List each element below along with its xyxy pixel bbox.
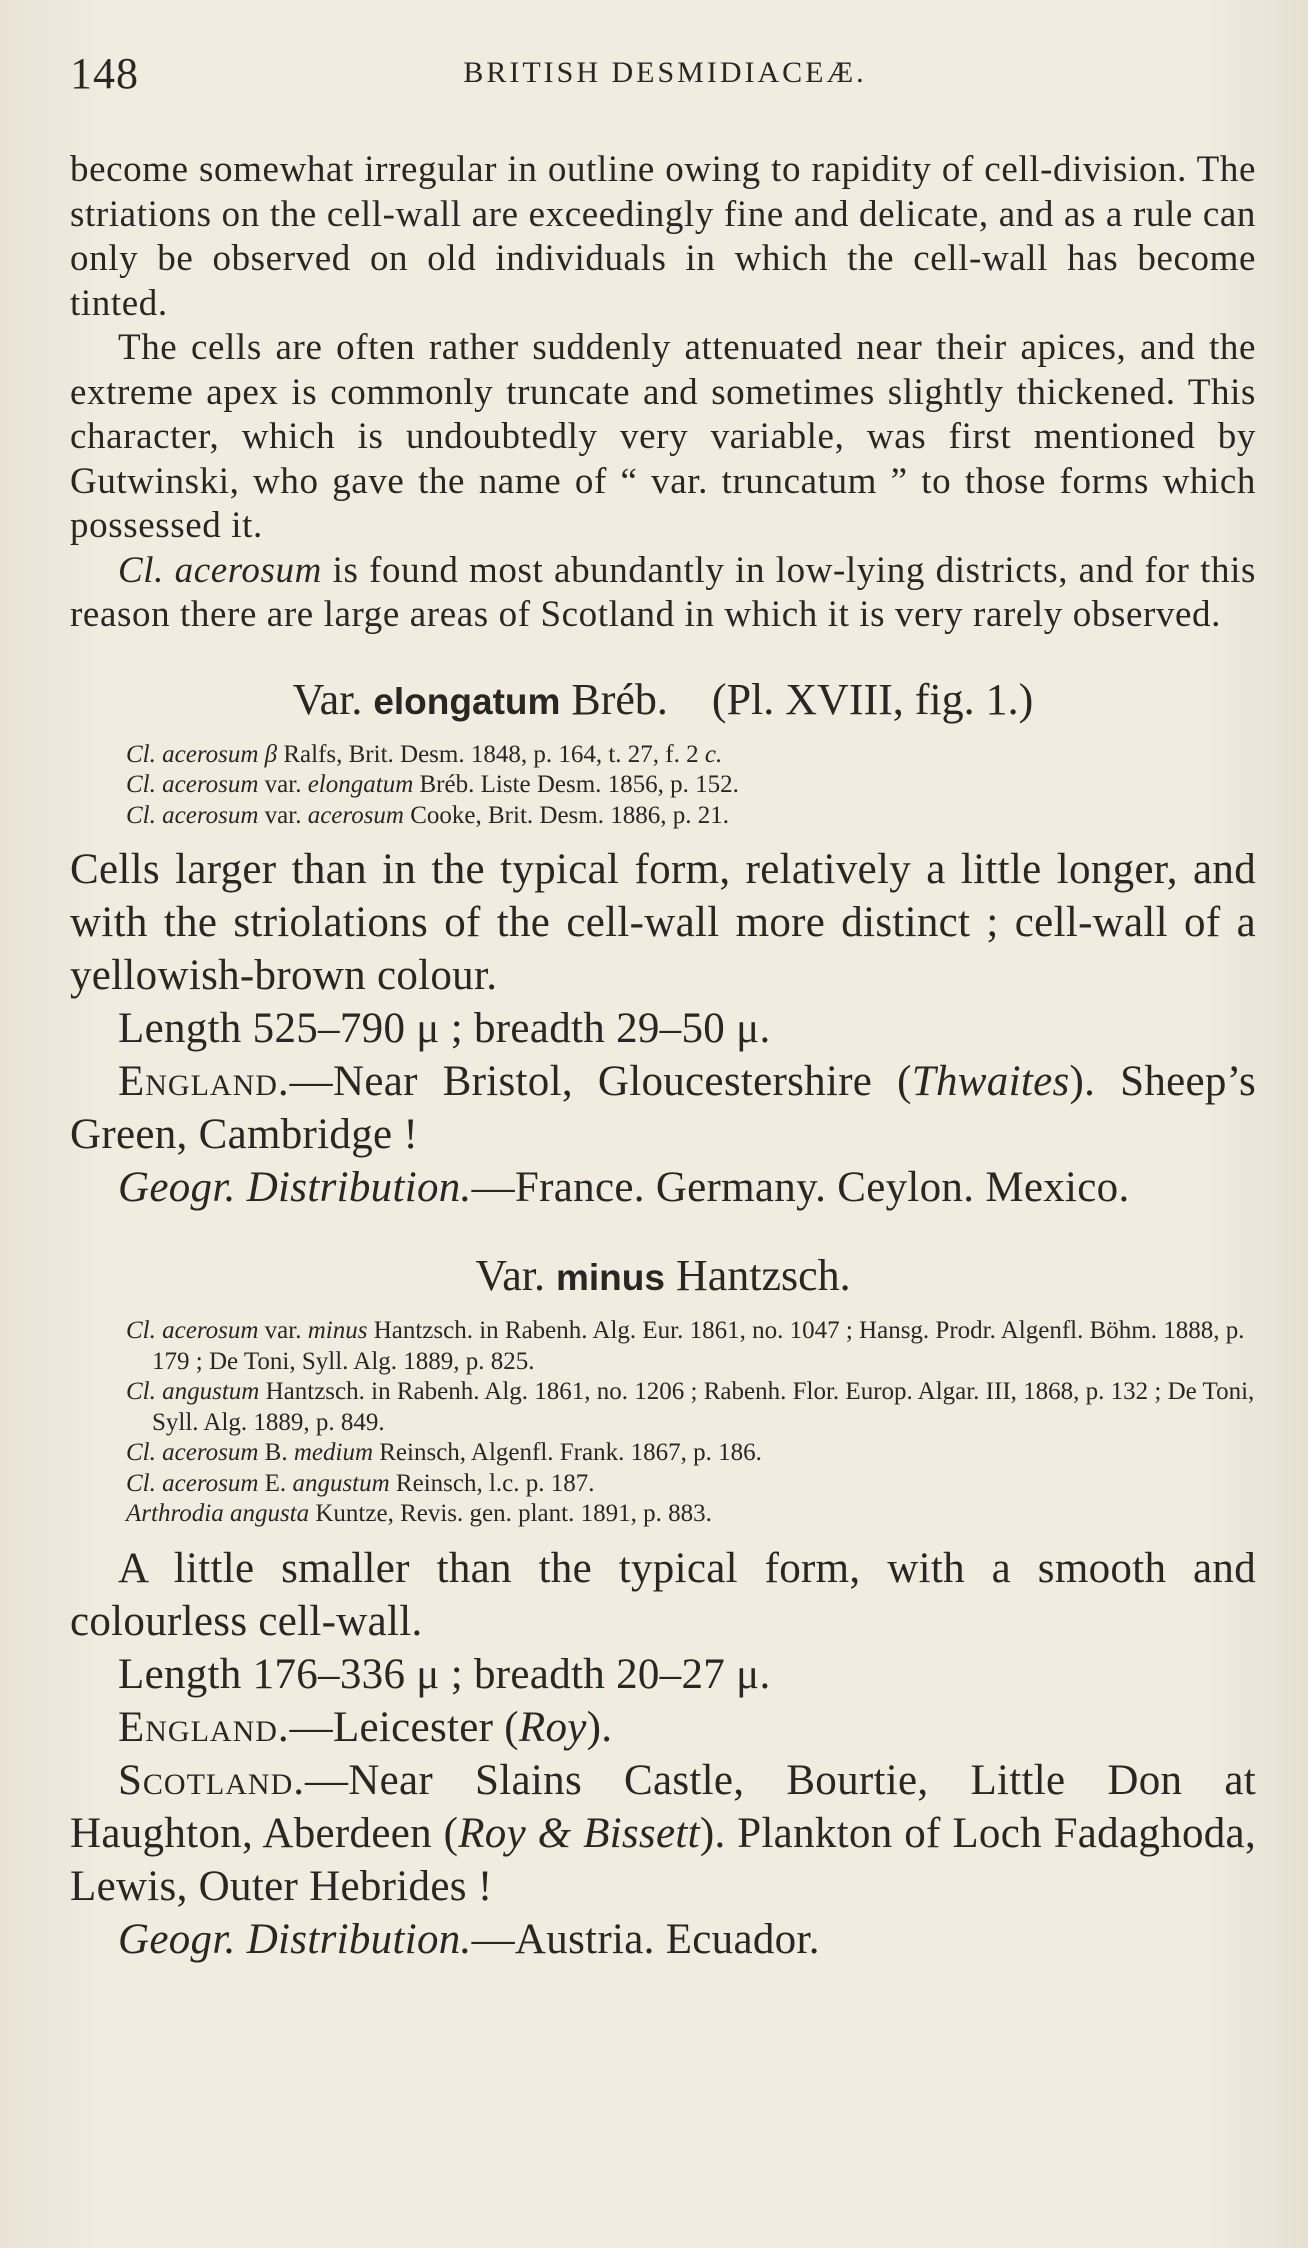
synonym-taxon: Cl. acerosum [126, 1469, 259, 1497]
synonym-taxon: Cl. acerosum [126, 1317, 259, 1344]
synonym-variety: acerosum [307, 801, 404, 829]
page-header [70, 44, 1260, 104]
running-head: BRITISH DESMIDIACEÆ. [463, 56, 867, 89]
locality-text: —Near Bristol, Gloucestershire ( [289, 1058, 912, 1105]
locality-label: Scotland. [118, 1756, 305, 1804]
locality-text-end: ). Sheep’s Green, Cambridge ! [70, 1058, 1256, 1158]
synonym-rank: var. [258, 801, 308, 829]
synonym-citation: Kuntze, Revis. gen. plant. 1891, p. 883. [309, 1500, 712, 1527]
synonym-taxon: Cl. acerosum [126, 1439, 259, 1466]
variety-name: minus [555, 1257, 665, 1298]
variety-locality-england [70, 1055, 1256, 1161]
synonym-entry [126, 770, 1256, 801]
distribution-label: Geogr. Distribution. [118, 1915, 472, 1963]
synonym-entry [126, 1469, 1256, 1500]
locality-text-end: ). Plankton of Loch Fadaghoda, Lewis, Outer Hebrides ! [70, 1809, 1256, 1910]
synonym-rank: var. [258, 771, 308, 798]
species-name: Cl. acerosum [118, 549, 322, 591]
variety-locality-england [70, 1701, 1256, 1754]
synonym-list-minus [70, 1316, 1256, 1530]
variety-measurements: Length 525–790 μ ; breadth 29–50 μ. [118, 1005, 771, 1052]
intro-paragraph-1: become somewhat irregular in outline owing to rapidity of cell-division. The striations on the cell-wall are exceedingly fine and delicate, and as a rule can only be observed on old individuals in which the cell-wall has become tinted. [70, 149, 1256, 324]
synonym-entry [126, 1316, 1256, 1377]
collector-name: Roy & Bissett [458, 1809, 700, 1857]
synonym-citation: Ralfs, Brit. Desm. 1848, p. 164, t. 27, f. 2 [277, 740, 705, 768]
locality-text: —Leicester ( [289, 1703, 519, 1751]
variety-description: Cells larger than in the typical form, relatively a little longer, and with the striolations of the cell-wall more distinct ; cell-wall of a yellowish-brown colour. [70, 846, 1256, 999]
variety-name: elongatum [373, 680, 561, 722]
distribution-text: —France. Germany. Ceylon. Mexico. [471, 1164, 1130, 1211]
synonym-citation: Cooke, Brit. Desm. 1886, p. 21. [403, 801, 729, 829]
locality-label: England. [118, 1703, 290, 1751]
synonym-entry [126, 740, 1256, 771]
synonym-list-elongatum [70, 740, 1256, 832]
variety-locality-scotland [70, 1754, 1256, 1913]
synonym-citation: Hantzsch. in Rabenh. Alg. Eur. 1861, no. 1047 ; Hansg. Prodr. Algenfl. Böhm. 1888, p. 179 ; De Toni, Syll. Alg. 1889, p. 825. [152, 1317, 1245, 1375]
synonym-taxon: Arthrodia angusta [126, 1500, 310, 1527]
locality-text: —Near Slains Castle, Bourtie, Little Don at Haughton, Aberdeen ( [70, 1756, 1256, 1857]
synonym-rank: E. [258, 1469, 293, 1497]
synonym-entry [126, 1377, 1256, 1438]
synonym-rank: B. [258, 1439, 294, 1466]
variety-author: Bréb. [560, 674, 668, 724]
collector-name: Roy [518, 1703, 587, 1751]
synonym-rank: var. [258, 1317, 308, 1344]
page-number: 148 [70, 49, 139, 98]
synonym-taxon: Cl. acerosum [126, 801, 259, 829]
variety-description: A little smaller than the typical form, with a smooth and colourless cell-wall. [70, 1544, 1256, 1645]
synonym-variety: minus [307, 1317, 368, 1344]
locality-text-end: ). [586, 1703, 613, 1751]
synonym-citation: Bréb. Liste Desm. 1856, p. 152. [413, 771, 739, 798]
distribution-label: Geogr. Distribution. [118, 1164, 472, 1211]
synonym-entry [126, 801, 1256, 832]
variety-distribution [70, 1161, 1256, 1214]
intro-paragraph-3-text: is found most abundantly in low-lying districts, and for this reason there are large areas of Scotland in which it is very rarely observed. [70, 549, 1256, 635]
synonym-citation: Hantzsch. in Rabenh. Alg. 1861, no. 1206 ; Rabenh. Flor. Europ. Algar. III, 1868, p. 132 ; De Toni, Syll. Alg. 1889, p. 849. [152, 1378, 1255, 1436]
variety-author: Hantzsch. [664, 1251, 851, 1300]
plate-reference: (Pl. XVIII, fig. 1.) [711, 674, 1034, 724]
synonym-figure: c. [704, 740, 723, 768]
synonym-variety: elongatum [307, 771, 414, 798]
variety-distribution [70, 1913, 1256, 1966]
variety-prefix: Var. [475, 1251, 556, 1300]
locality-label: England. [118, 1058, 290, 1105]
synonym-taxon: Cl. acerosum β [126, 740, 278, 768]
synonym-entry [126, 1438, 1256, 1469]
intro-paragraph-2: The cells are often rather suddenly attenuated near their apices, and the extreme apex is commonly truncate and sometimes slightly thickened. This character, which is undoubtedly very variable, was first mentioned by Gutwinski, who gave the name of “ var. truncatum ” to those forms which possessed it. [70, 327, 1256, 546]
synonym-citation: Reinsch, Algenfl. Frank. 1867, p. 186. [373, 1439, 762, 1466]
variety-heading-elongatum [70, 674, 1256, 728]
synonym-variety: medium [293, 1439, 373, 1466]
intro-paragraph-3 [70, 549, 1256, 638]
variety-heading-minus [70, 1250, 1256, 1304]
synonym-variety: angustum [292, 1469, 390, 1497]
page-body [70, 148, 1256, 1966]
variety-measurements: Length 176–336 μ ; breadth 20–27 μ. [118, 1650, 771, 1698]
collector-name: Thwaites [911, 1058, 1070, 1105]
distribution-text: —Austria. Ecuador. [471, 1915, 820, 1963]
synonym-taxon: Cl. angustum [126, 1378, 260, 1405]
synonym-taxon: Cl. acerosum [126, 771, 259, 798]
synonym-entry [126, 1499, 1256, 1530]
variety-prefix: Var. [292, 674, 374, 724]
synonym-citation: Reinsch, l.c. p. 187. [389, 1469, 595, 1497]
